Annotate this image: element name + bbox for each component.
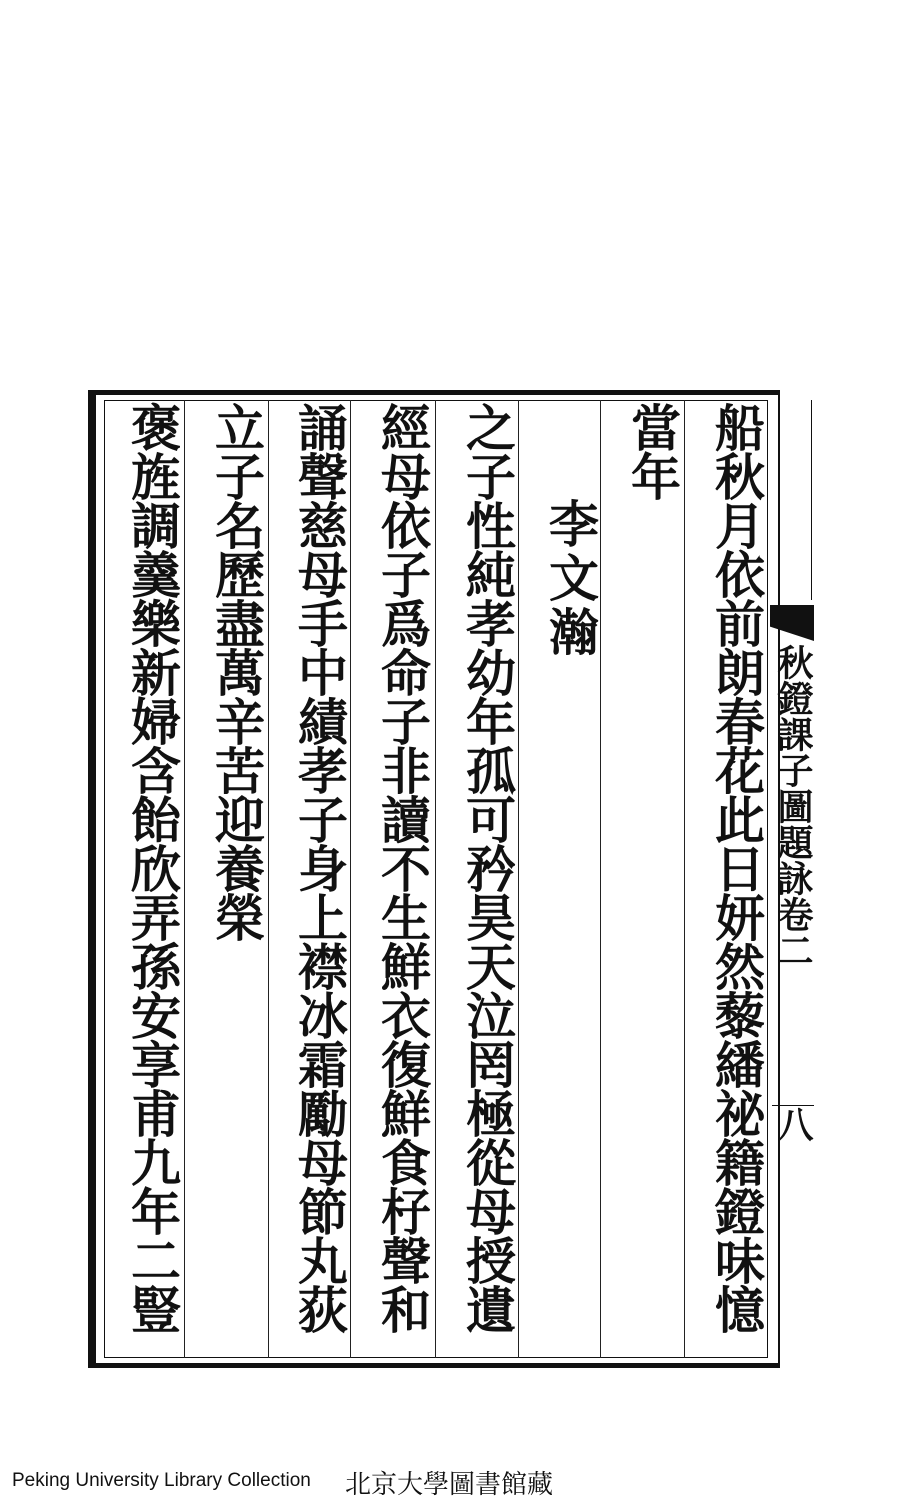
footer xyxy=(0,1462,900,1502)
block-center-banner xyxy=(770,400,814,1160)
fish-tail-mark xyxy=(770,605,814,641)
text-column-4: 之子性純孝幼年孤可矜昊天泣罔極從母授遺 xyxy=(458,402,517,1333)
collection-label-zh: 北京大學圖書館藏 xyxy=(345,1470,554,1500)
text-column-2: 當年 xyxy=(623,402,682,500)
book-title: 秋鐙課子圖題詠卷二 xyxy=(772,644,814,968)
author-name: 李文瀚 xyxy=(541,498,600,660)
leaf-number: 八 xyxy=(772,1105,814,1156)
text-column-5: 經母依子爲命子非讀不生鮮衣復鮮食杍聲和 xyxy=(373,402,432,1333)
text-column-6: 誦聲慈母手中績孝子身上襟冰霜勵母節丸荻 xyxy=(290,402,349,1333)
text-column-8: 褒旌調羹樂新婦含飴欣弄孫安享甫九年二豎 xyxy=(123,402,182,1333)
banner-upper-box xyxy=(770,400,812,600)
text-column-1: 船秋月依前朗春花此日妍然藜繙祕籍鐙味憶 xyxy=(707,402,766,1333)
text-column-7: 立子名歷盡萬辛苦迎養榮 xyxy=(207,402,266,941)
collection-label-en: Peking University Library Collection xyxy=(12,1470,311,1491)
